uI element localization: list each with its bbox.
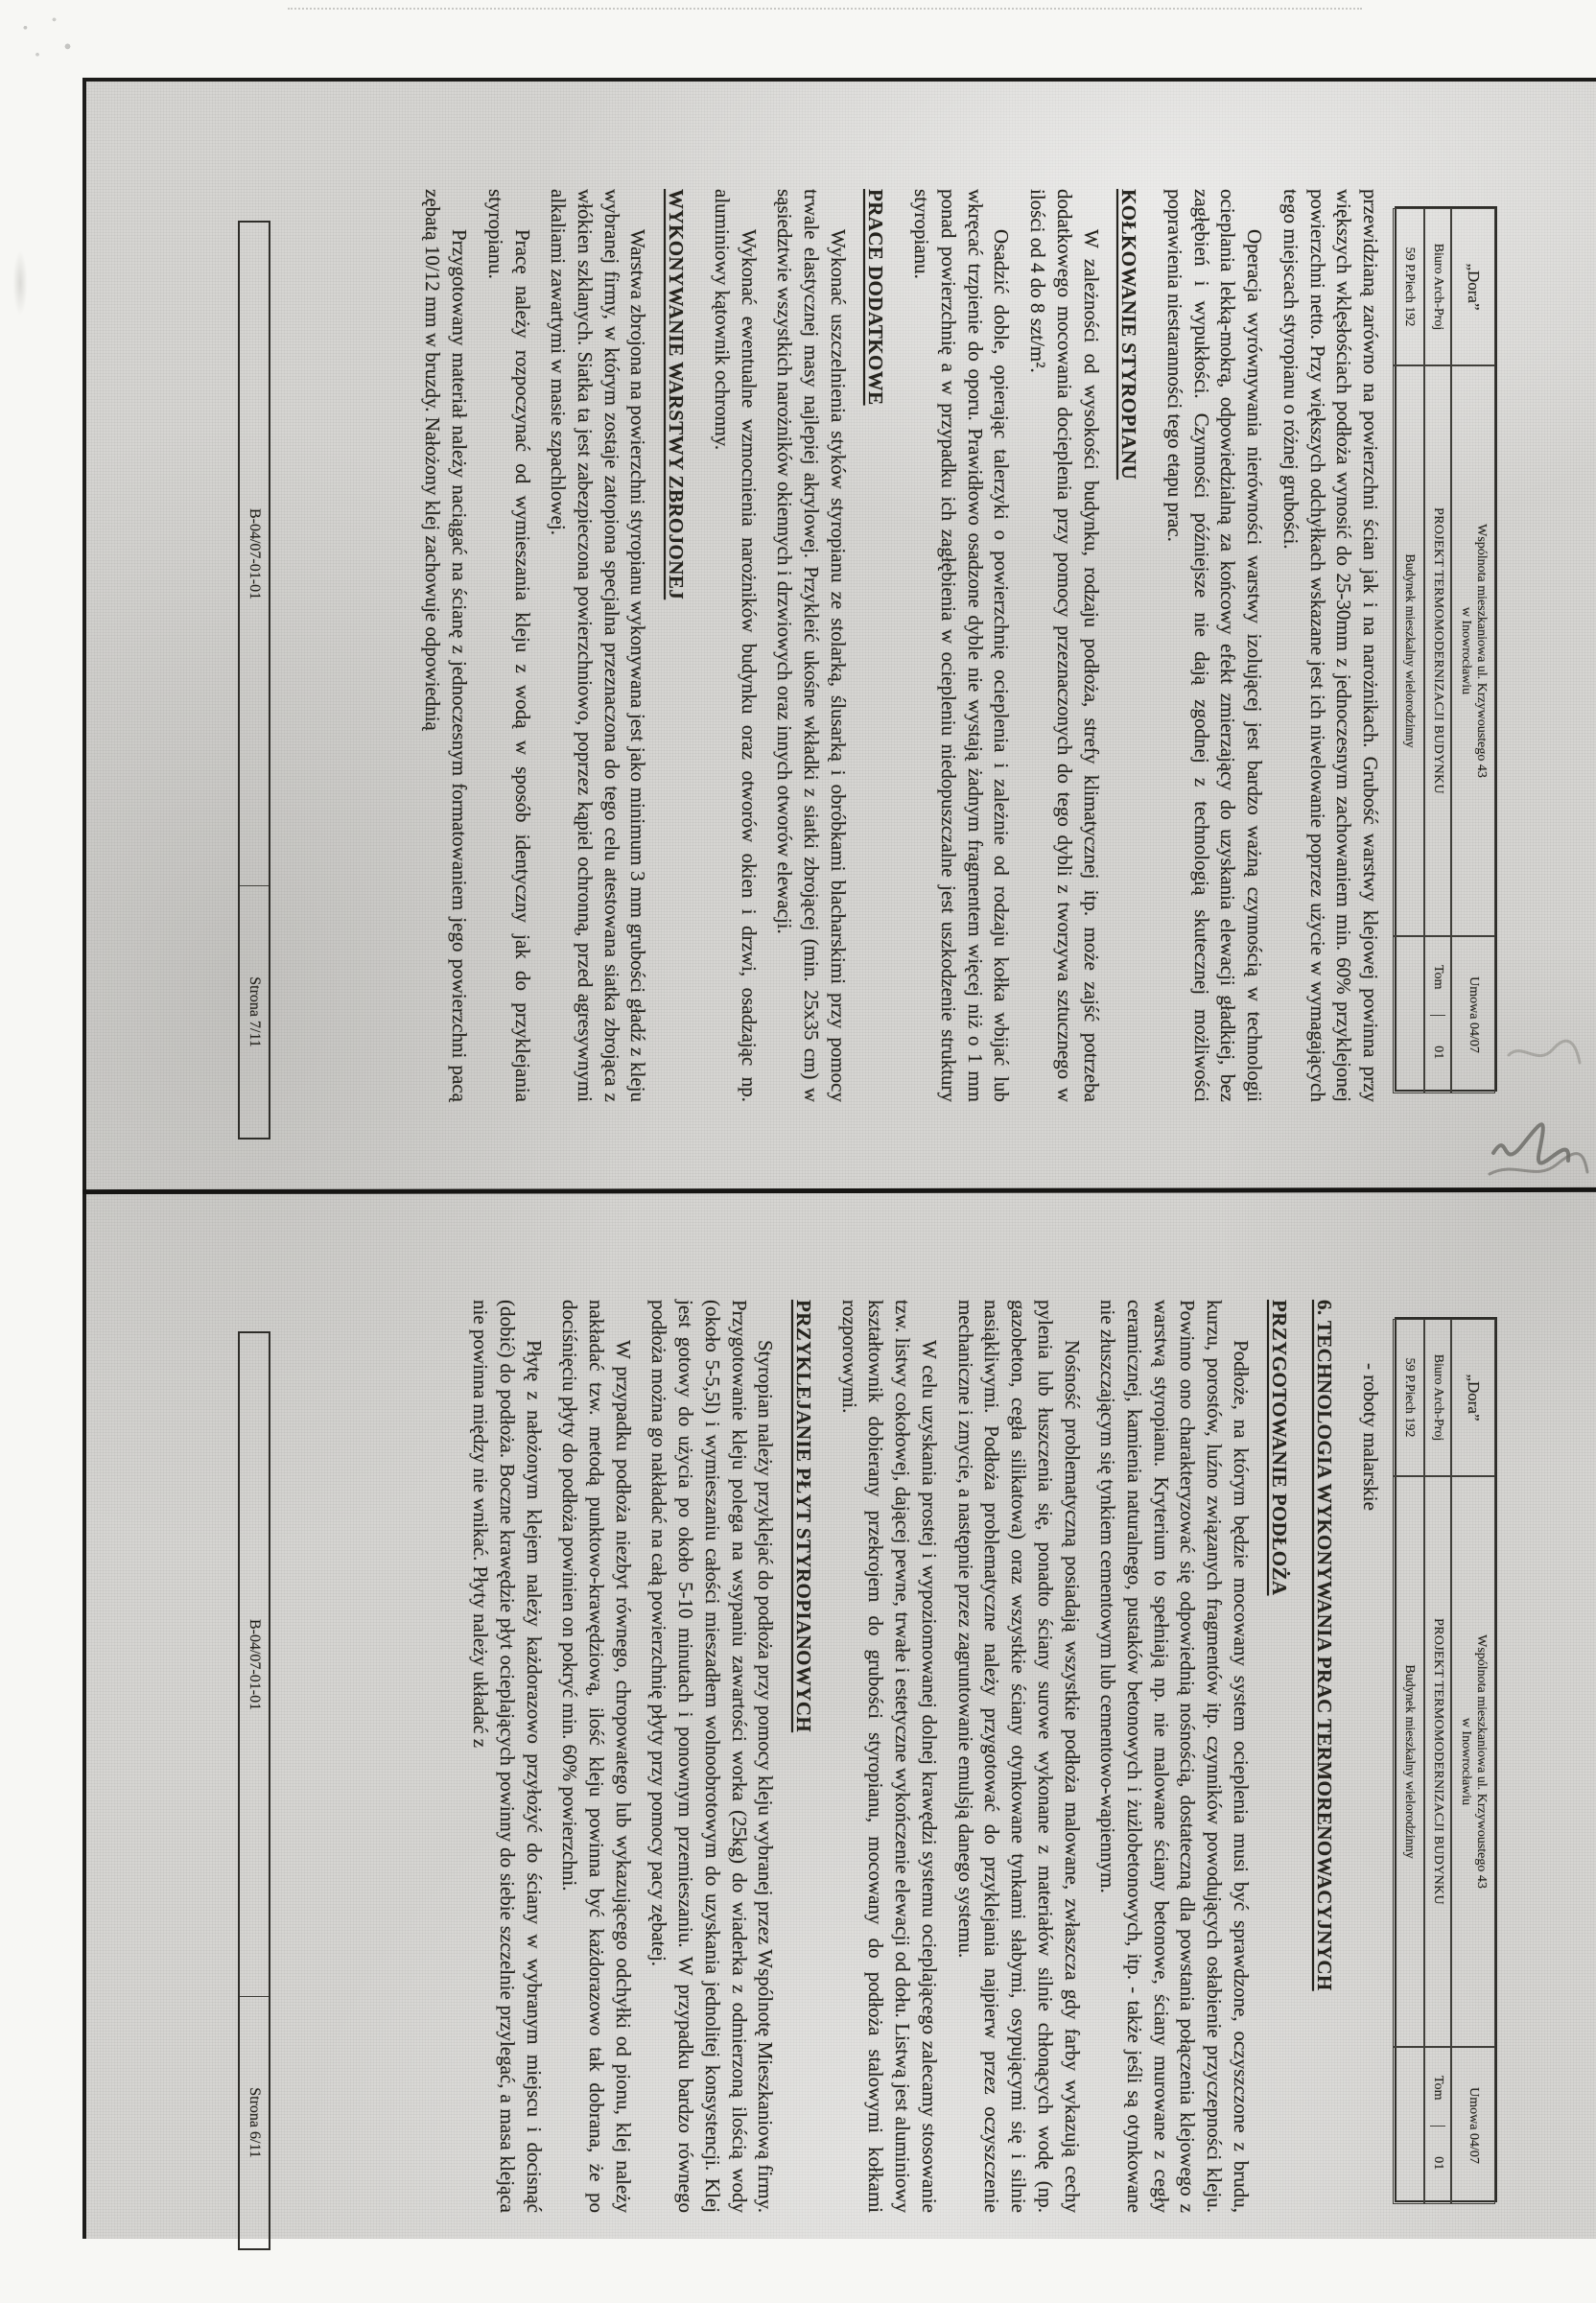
paragraph: Wykonać ewentualne wzmocnienia narożników budynku oraz otworów okien i drzwi, osadzając np. aluminiowy kątownik ochronny. xyxy=(710,189,761,1102)
paragraph: Przygotowany materiał należy naciągać na ścianę z jednoczesnym formatowaniem jego powierzchni pacą zębatą 10/12 mm w bruzdy. Nałożony klej zachowuje odpowiednią xyxy=(421,189,472,1102)
section-heading: PRZYKLEJANIE PŁYT STYROPIANOWYCH xyxy=(792,1300,816,1733)
footer-bar xyxy=(238,1331,270,2250)
client-cell xyxy=(1451,365,1495,936)
client-cell xyxy=(1451,1476,1495,2047)
contract-cell: Umowa 04/07 xyxy=(1451,2047,1495,2204)
office-cell: Biuro Arch-Proj xyxy=(1424,1319,1451,1476)
empty-cell xyxy=(1393,2047,1424,2204)
office-ref-cell: 59 P.Piech 192 xyxy=(1393,208,1424,365)
scan-noise-speckle xyxy=(288,8,1362,10)
paragraph: W zależności od wysokości budynku, rodzaju podłoża, strefy klimatycznej itp. może zajść potrzeba dodatkowego mocowania docieplenia przy pomocy przeznaczonych do tego dybli z tworzywa sztucznego w ilości od 4 do 8 szt/m². xyxy=(1026,189,1103,1102)
ink-smudge-handwriting xyxy=(1480,1038,1593,1187)
footer-bar xyxy=(238,221,270,1140)
paragraph: przewidzianą zarówno na powierzchni ścian jak i na narożnikach. Grubość warstwy klejowej powinna przy większych wklęsłościach podłoża wynosić do 25-30mm z jednoczesnym zachowaniem min. 60% przyklejonej powierzchni netto. Przy większych odchyłkach wskazane jest ich niwelowanie poprzez użycie w wymagających tego miejscach styropianu o różnej grubości. xyxy=(1279,189,1382,1102)
margin-smudge xyxy=(8,230,33,336)
tom-value: 01 xyxy=(1430,2126,1445,2201)
project-title-cell: PROJEKT TERMOMODERNIZACJI BUDYNKU xyxy=(1424,1476,1451,2047)
paragraph: Warstwa zbrojona na powierzchni styropianu wykonywana jest jako minimum 3 mm grubości gładź z kleju wybranej firmy, w którym zostaje zatopiona specjalna przeznaczona do tego celu atestowana siatka zbrojąca z włókien szklanych. Siatka ta jest zabezpieczona powierzchniowo, poprzez kąpiel ochronną, przed agresywnymi alkaliami zawartymi w masie szpachlowej. xyxy=(547,189,650,1102)
building-cell: Budynek mieszkalny wielorodzinny xyxy=(1393,365,1424,936)
paragraph: Styropian należy przyklejać do podłoża przy pomocy kleju wybranej przez Wspólnotę Mieszkaniową firmy. Przygotowanie kleju polega na wsypaniu zawartości worka (25kg) do wiaderka z odmierzoną ilością wody (około 5-5,5l) i wymieszaniu całości mieszadłem wolnoobrotowym do uzyskania jednolitej konsystencji. Klej jest gotowy do użycia po około 5-10 minutach i ponownym przemieszaniu. W przypadku bardzo równego podłoża można go nakładać na całą powierzchnię płyty przy pomocy pacy zębatej. xyxy=(647,1300,778,2213)
section-heading: PRACE DODATKOWE xyxy=(864,189,888,406)
paragraph: Płytę z nałożonym klejem należy każdorazowo przyłożyć do ściany w wybranym miejscu i docisnąć (dobić) do podłoża. Boczne krawędzie płyt ocieplających powinny do siebie szczelnie przylegać, a masa klejąca nie powinna między nie wnikać. Płyty należy układać z xyxy=(469,1300,546,2213)
tom-cell xyxy=(1424,2047,1451,2204)
page-number: Strona 7/11 xyxy=(240,885,269,1138)
client-line: Wspólnota mieszkaniowa ul. Krzywoustego 43 w Inowrocławiu xyxy=(1459,524,1490,778)
company-cell: „Dora” xyxy=(1451,1319,1495,1476)
tom-label: Tom xyxy=(1431,965,1446,990)
section-heading: WYKONYWANIE WARSTWY ZBROJONEJ xyxy=(665,189,689,600)
doc-number: B-04/07-01-01 xyxy=(246,507,263,600)
paragraph: Operacja wyrównywania nierówności warstwy izolującej jest bardzo ważną czynnością w technologii ocieplania lekką-mokrą, odpowiedzialną za końcowy efekt zmierzający do uzyskania elewacji gładkiej, bez zagłębień i wypukłości. Czynności późniejsze nie dają zgodnej z technologią skutecznej możliwości poprawienia niestaranności tego etapu prac. xyxy=(1162,189,1267,1102)
paragraph: Podłoże, na którym będzie mocowany system ocieplenia musi być sprawdzone, oczyszczone z brudu, kurzu, porostów, luźno związanych fragmentów itp. czynników powodujących osłabienie przyczepności kleju. Powinno ono charakteryzować się odpowiednią nośnością, dostateczną dla powstania połączenia klejowego z warstwą styropianu. Kryterium to spełniają np. nie malowane ściany betonowe, ściany murowane z cegły ceramicznej, kamienia naturalnego, pustaków betonowych i żużlobetonowych, itp. - także jeśli są otynkowane nie złuszczającym się tynkiem cementowym lub cementowo-wapiennym. xyxy=(1096,1300,1253,2213)
section-heading: PRZYGOTOWANIE PODŁOŻA xyxy=(1267,1300,1291,1596)
tom-label: Tom xyxy=(1431,2076,1446,2101)
tom-value: 01 xyxy=(1430,1015,1445,1091)
paragraph: Nośność problematyczną posiadają wszystkie podłoża malowane, zwłaszcza gdy farby wykazują cechy pylenia lub łuszczenia się, ponadto ściany surowe wykonane z materiałów silnie chłonących wodę (np. gazobeton, cegła silikatowa) oraz wszystkie ściany otynkowane tynkami słabymi, osypującymi się i silnie nasiąkliwymi. Podłoża problematyczne należy przygotować do przyklejania najpierw przez oczyszczenie mechaniczne i zmycie, a następnie przez zagruntowanie emulsją danego systemu. xyxy=(953,1300,1084,2213)
scanned-page-7 xyxy=(84,82,1596,1192)
company-cell: „Dora” xyxy=(1451,208,1495,365)
corner-speckle xyxy=(17,12,84,65)
header-table xyxy=(1395,1317,1497,2202)
empty-cell xyxy=(1393,936,1424,1093)
tom-cell xyxy=(1424,936,1451,1093)
section-heading: 6. TECHNOLOGIA WYKONYWANIA PRAC TERMORENOWACYJNYCH xyxy=(1313,1300,1337,1991)
scanned-page-6 xyxy=(84,1192,1596,2303)
office-cell: Biuro Arch-Proj xyxy=(1424,208,1451,365)
paragraph: Pracę należy rozpoczynać od wymieszania kleju z wodą w sposób identyczny jak do przyklejania styropianu. xyxy=(483,189,534,1102)
contract-cell: Umowa 04/07 xyxy=(1451,936,1495,1093)
document-body-text xyxy=(457,1300,1383,2213)
paragraph: W celu uzyskania prostej i wypoziomowanej dolnej krawędzi systemu ocieplającego zalecamy stosowanie tzw. listwy cokołowej, dającej pewne, trwałe i estetyczne wykończenie elewacji od dołu. Listwą jest aluminiowy kształtownik dobierany przekrojem do grubości styropianu, mocowany do podłoża stalowymi kołkami rozporowymi. xyxy=(837,1300,941,2213)
document-body-text xyxy=(410,189,1383,1102)
office-ref-cell: 59 P.Piech 192 xyxy=(1393,1319,1424,1476)
page-number: Strona 6/11 xyxy=(240,1996,269,2248)
section-heading: KOŁKOWANIE STYROPIANU xyxy=(1117,189,1141,481)
paragraph: W przypadku podłoża niezbyt równego, chropowatego lub wykazującego odchyłki od pionu, klej należy nakładać tzw. metodą punktowo-krawędziową, ilość kleju powinna być każdorazowo tak dobrana, że po dociśnięciu płyty do podłoża powinien on pokryć min. 60% powierzchni. xyxy=(558,1300,635,2213)
paragraph: - roboty malarskie xyxy=(1359,1363,1382,1511)
header-table xyxy=(1395,206,1497,1092)
building-cell: Budynek mieszkalny wielorodzinny xyxy=(1393,1476,1424,2047)
paragraph: Wykonać uszczelnienia styków styropianu ze stolarką, ślusarką i obróbkami blacharskimi przy pomocy trwale elastycznej masy najlepiej akrylowej. Przykleić ukośne wkładki z siatki zbrojącej (min. 25x35 cm) w sąsiedztwie wszystkich narożników okiennych i drzwiowych oraz innych otworów elewacji. xyxy=(773,189,850,1102)
paragraph: Osadzić doble, opierając talerzyki o powierzchnię ocieplenia i zależnie od rodzaju kołka wbijać lub wkręcać trzpienie do oporu. Prawidłowo osadzone dyble nie wystają żadnym fragmentem więcej niż o 1 mm ponad powierzchnię a w przypadku ich zagłębienia w ociepleniu niedopuszczalne jest uszkodzenie struktury styropianu. xyxy=(910,189,1014,1102)
client-line: Wspólnota mieszkaniowa ul. Krzywoustego 43 w Inowrocławiu xyxy=(1459,1634,1490,1889)
project-title-cell: PROJEKT TERMOMODERNIZACJI BUDYNKU xyxy=(1424,365,1451,936)
doc-number: B-04/07-01-01 xyxy=(246,1618,263,1711)
